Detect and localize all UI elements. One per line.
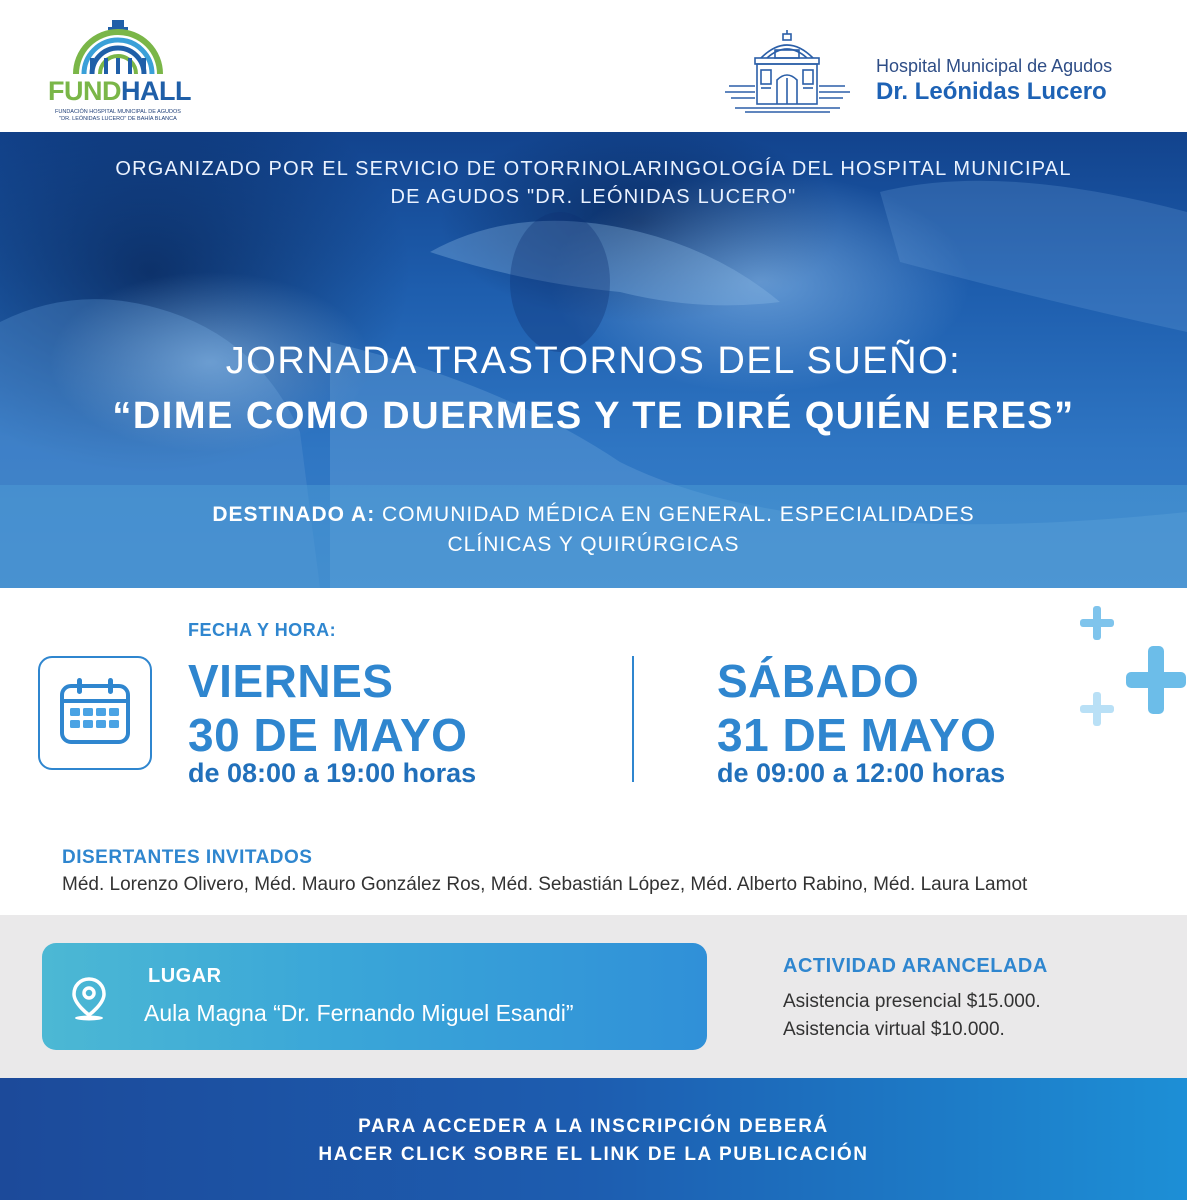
calendar-badge [38,656,152,770]
schedule-section [0,588,1187,915]
day-date: 30 DE MAYO [188,709,468,761]
audience-label: DESTINADO A: [212,503,376,526]
audience-line1 [0,500,1187,530]
fundhall-subtitle [48,109,188,123]
fundhall-subtitle-line1: FUNDACIÓN HOSPITAL MUNICIPAL DE AGUDOS [55,109,181,115]
date-divider [632,656,634,782]
fundhall-logo-icon [68,18,168,76]
fundhall-subtitle-line2: "DR. LEÓNIDAS LUCERO" DE BAHÍA BLANCA [59,116,177,122]
fundhall-wordmark-hall: HALL [121,76,191,106]
fundhall-logo [48,18,191,122]
header [0,0,1187,132]
registration-line2: HACER CLICK SOBRE EL LINK DE LA PUBLICACIÓN [318,1144,869,1165]
day-saturday [717,654,1005,789]
location-pin-icon [66,975,112,1021]
organizer-line2: DE AGUDOS "DR. LEÓNIDAS LUCERO" [390,186,797,208]
calendar-icon [59,676,131,748]
hospital-building-icon [725,28,850,114]
plus-icon [1078,604,1116,642]
organizer-text [0,155,1187,211]
audience-band [0,485,1187,588]
hospital-name [876,56,1112,106]
speakers-title: DISERTANTES INVITADOS [62,847,313,868]
day-name: VIERNES [188,655,394,707]
speakers-list: Méd. Lorenzo Olivero, Méd. Mauro González Ros, Méd. Sebastián López, Méd. Alberto Rabino, Méd. Laura Lamot [62,874,1028,895]
audience-value-line2: CLÍNICAS Y QUIRÚRGICAS [447,533,740,556]
hero-banner [0,132,1187,588]
fee-virtual: Asistencia virtual $10.000. [783,1019,1005,1040]
audience-value-line1: COMUNIDAD MÉDICA EN GENERAL. ESPECIALIDADES [382,503,975,526]
day-hours: de 08:00 a 19:00 horas [188,758,477,788]
fundhall-wordmark-fund: FUND [48,76,121,106]
day-date: 31 DE MAYO [717,709,997,761]
day-name: SÁBADO [717,655,920,707]
plus-icon [1124,644,1187,716]
venue-name: Aula Magna “Dr. Fernando Miguel Esandi” [144,1000,574,1026]
fee-in-person: Asistencia presencial $15.000. [783,991,1041,1012]
event-title: JORNADA TRASTORNOS DEL SUEÑO: [225,340,962,382]
audience-text [0,500,1187,560]
plus-icon [1078,690,1116,728]
day-hours: de 09:00 a 12:00 horas [717,758,1006,788]
day-friday [188,654,476,789]
organizer-line1: ORGANIZADO POR EL SERVICIO DE OTORRINOLARINGOLOGÍA DEL HOSPITAL MUNICIPAL [115,158,1072,180]
hospital-name-line2: Dr. Leónidas Lucero [876,78,1107,105]
hospital-name-line1: Hospital Municipal de Agudos [876,56,1113,76]
schedule-label: FECHA Y HORA: [188,620,337,640]
registration-note [0,1113,1187,1169]
venue-card [42,943,707,1050]
venue-fee-section [0,915,1187,1078]
registration-line1: PARA ACCEDER A LA INSCRIPCIÓN DEBERÁ [358,1116,829,1137]
venue-label: LUGAR [148,965,222,987]
fee-title: ACTIVIDAD ARANCELADA [783,955,1048,977]
event-subtitle: “DIME COMO DUERMES Y TE DIRÉ QUIÉN ERES” [112,395,1075,437]
fundhall-wordmark [48,76,191,107]
registration-footer [0,1078,1187,1200]
